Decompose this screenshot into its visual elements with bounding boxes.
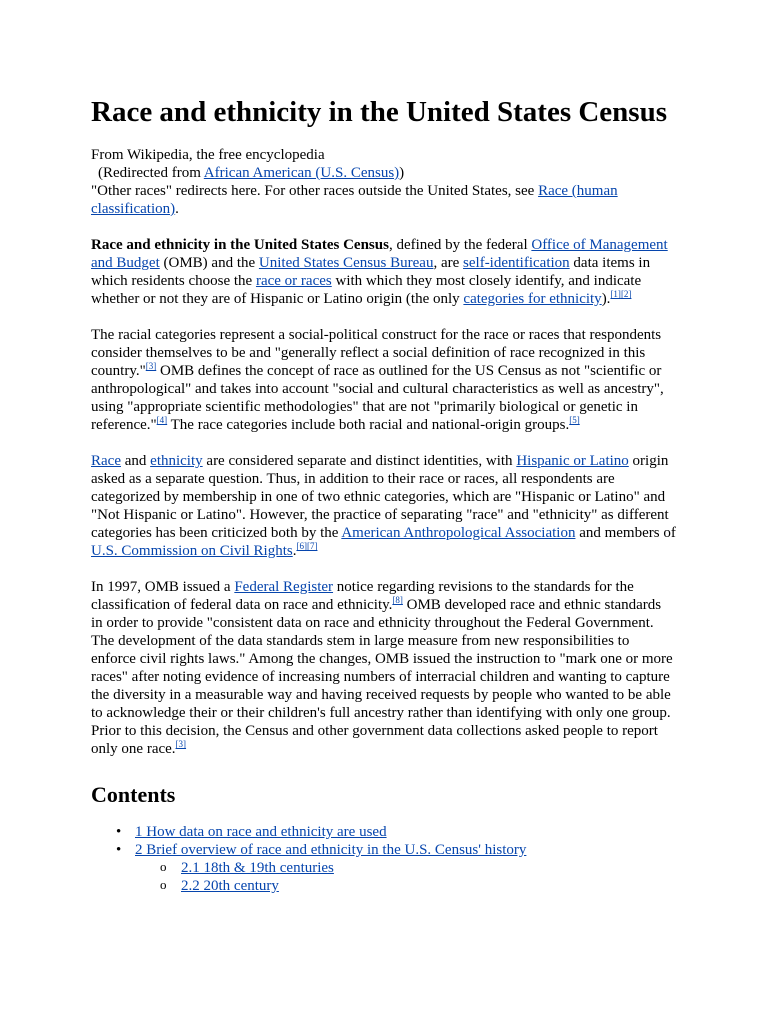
paragraph-text: and [120, 453, 151, 469]
citation-1[interactable]: [1] [610, 289, 621, 299]
lead-bold-title: Race and ethnicity in the United States Census [91, 237, 389, 253]
contents-heading: Contents [91, 782, 176, 807]
toc-subitem [135, 859, 676, 877]
omb-1997-paragraph [91, 578, 676, 758]
racial-categories-paragraph [91, 326, 676, 434]
citation-4[interactable]: [4] [156, 415, 168, 425]
toc-link-20th-century[interactable]: 2.2 20th century [181, 878, 279, 894]
link-race[interactable]: Race [91, 453, 121, 469]
citation-8[interactable]: [8] [392, 595, 403, 605]
paragraph-text: OMB developed race and ethnic standards in order to provide "consistent data on race and ethnicity throughout the Federal Government. The development of the data standards stem in large measure from new responsibilities to enforce civil rights laws." Among the changes, OMB issued the instruction to "mark one or more races" after noting evidence of increasing numbers of interracial children and wanting to capture the diversity in a measurable way and having received requests by people who wanted to be able to acknowledge their or their children's full ancestry rather than identifying with only one group. Prior to this decision, the Census and other government data collections asked people to report only one race. [91, 597, 673, 757]
link-race-or-races[interactable]: race or races [255, 273, 332, 289]
redirect-notice [91, 164, 676, 182]
link-self-identification[interactable]: self-identification [463, 255, 570, 271]
toc-subitem [135, 877, 676, 895]
citation-3[interactable]: [3] [145, 361, 157, 371]
paragraph-text: The race categories include both racial and national-origin groups. [167, 417, 570, 433]
hatnote [91, 182, 676, 218]
toc-item [91, 823, 676, 841]
link-federal-register[interactable]: Federal Register [234, 579, 334, 595]
table-of-contents [91, 823, 676, 895]
link-commission-civil-rights[interactable]: U.S. Commission on Civil Rights [91, 543, 293, 559]
paragraph-text: and members of [575, 525, 676, 541]
paragraph-text: OMB defines the concept of race as outlined for the US Census as not "scientific or anthropological" and takes into account "social and cultural characteristics as well as ancestry", using "appropriate scientific methodologies" that are not "primarily biological or genetic in reference." [91, 363, 664, 433]
paragraph-text: ). [601, 291, 611, 307]
citation-7[interactable]: [7] [306, 541, 318, 551]
paragraph-text: (OMB) and the [159, 255, 259, 271]
citation-2[interactable]: [2] [620, 289, 632, 299]
redirect-suffix: ) [399, 165, 405, 181]
hatnote-text: "Other races" redirects here. For other races outside the United States, see [91, 183, 539, 199]
paragraph-text: origin asked as a separate question. Thus, in addition to their race or races, all respondents are categorized by membership in one of two ethnic categories, which are "Hispanic or Latino" and "Not Hispanic or Latino". However, the practice of separating "race" and "ethnicity" as different categories has been criticized both by the [91, 453, 669, 541]
article-intro [91, 146, 676, 218]
page-title: Race and ethnicity in the United States Census [91, 96, 667, 128]
paragraph-text: , are [433, 255, 464, 271]
toc-item [91, 841, 676, 895]
link-omb[interactable]: Office of Management and Budget [91, 237, 668, 271]
toc-sublist [135, 859, 676, 895]
paragraph-text: , defined by the federal [388, 237, 532, 253]
paragraph-text: with which they most closely identify, and indicate whether or not they are of Hispanic or Latino origin (the only [91, 273, 642, 307]
hatnote-link-race-classification[interactable]: Race (human classification) [91, 183, 618, 217]
site-tagline: From Wikipedia, the free encyclopedia [91, 147, 325, 163]
paragraph-text: notice regarding revisions to the standards for the classification of federal data on race and ethnicity. [91, 579, 634, 613]
link-census-bureau[interactable]: United States Census Bureau [258, 255, 434, 271]
citation-5[interactable]: [5] [569, 415, 580, 425]
paragraph-text: The racial categories represent a social-political construct for the race or races that respondents consider themselves to be and "generally reflect a social definition of race recognized in this country." [91, 327, 662, 379]
paragraph-text: . [292, 543, 297, 559]
link-american-anthropological-association[interactable]: American Anthropological Association [341, 525, 576, 541]
toc-link-data-usage[interactable]: 1 How data on race and ethnicity are used [135, 824, 387, 840]
redirect-link[interactable]: African American (U.S. Census) [203, 165, 400, 181]
lead-paragraph [91, 236, 676, 308]
hatnote-suffix: . [175, 201, 179, 217]
toc-link-history-overview[interactable]: 2 Brief overview of race and ethnicity in the U.S. Census' history [135, 842, 527, 858]
citation-6[interactable]: [6] [296, 541, 307, 551]
link-categories-for-ethnicity[interactable]: categories for ethnicity [463, 291, 602, 307]
paragraph-text: In 1997, OMB issued a [91, 579, 235, 595]
link-ethnicity[interactable]: ethnicity [150, 453, 203, 469]
paragraph-text: data items in which residents choose the [91, 255, 651, 289]
citation-3-repeat[interactable]: [3] [175, 739, 187, 749]
redirect-prefix: (Redirected from [98, 165, 204, 181]
paragraph-text: are considered separate and distinct identities, with [202, 453, 517, 469]
race-ethnicity-paragraph [91, 452, 676, 560]
link-hispanic-or-latino[interactable]: Hispanic or Latino [516, 453, 629, 469]
toc-link-18th-19th-centuries[interactable]: 2.1 18th & 19th centuries [181, 860, 334, 876]
